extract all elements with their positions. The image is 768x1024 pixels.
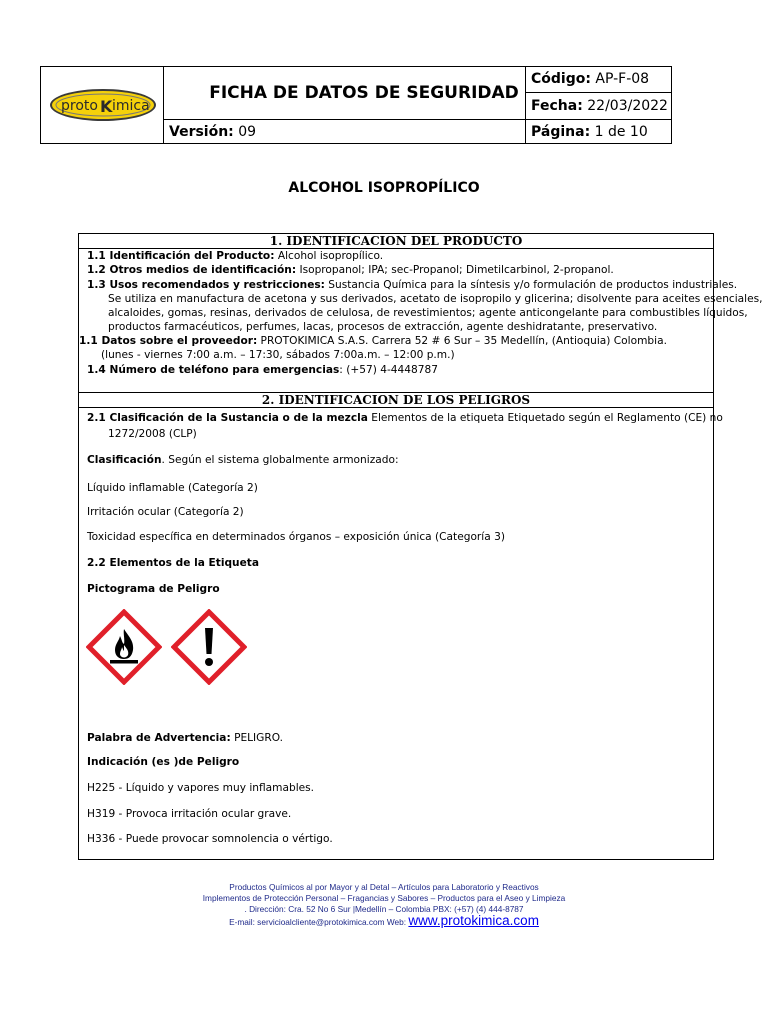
section-1-heading: 1. IDENTIFICACION DEL PRODUCTO [79, 234, 713, 249]
section-2-heading: 2. IDENTIFICACION DE LOS PELIGROS [79, 392, 713, 408]
usos-label: 1.3 Usos recomendados y restricciones: [87, 279, 325, 291]
codigo-cell [531, 71, 649, 87]
protokimica-logo [49, 88, 157, 122]
palabra-advertencia-line [87, 732, 283, 744]
usos-text: Sustancia Química para la síntesis y/o formulación de productos industriales. [324, 279, 738, 291]
sheet-title: FICHA DE DATOS DE SEGURIDAD [209, 83, 519, 103]
flame-pictogram-icon [86, 609, 162, 685]
exclamation-pictogram-icon [171, 609, 247, 685]
proveedor-text: PROTOKIMICA S.A.S. Carrera 52 # 6 Sur – 35 Medellín, (Antioquia) Colombia. [257, 335, 667, 347]
usos-line-2: Se utiliza en manufactura de acetona y sus derivados, acetato de isopropilo y glicerina; disolvente para aceites esenciales, [108, 293, 763, 305]
clasificacion-line [87, 454, 399, 466]
identificacion-label: 1.1 Identificación del Producto: [87, 250, 275, 262]
emergencia-text: : (+57) 4-4448787 [339, 364, 438, 376]
fecha-cell [531, 98, 668, 114]
pictograma-heading-text: Pictograma de Peligro [87, 583, 220, 595]
document-title: ALCOHOL ISOPROPÍLICO [288, 180, 480, 196]
usos-line-3: alcaloides, gomas, resinas, derivados de celulosa, de revestimientos; agente anticongelante para combustibles líquidos, [108, 307, 748, 319]
otros-medios-line [87, 264, 614, 277]
identificacion-line [87, 250, 383, 263]
elementos-heading [87, 557, 259, 569]
clasificacion-item: Líquido inflamable (Categoría 2) [87, 482, 258, 494]
codigo-value: AP-F-08 [595, 71, 650, 87]
indicacion-heading-text: Indicación (es )de Peligro [87, 756, 240, 768]
logo-text-proto: proto [61, 98, 98, 114]
proveedor-label: 1.1 Datos sobre el proveedor: [79, 335, 258, 347]
emergencia-label: 1.4 Número de teléfono para emergencias [87, 364, 340, 376]
pagina-value: 1 de 10 [594, 124, 648, 140]
clasificacion-sustancia-text: Elementos de la etiqueta Etiquetado según el Reglamento (CE) no [367, 412, 723, 424]
indicacion-heading [87, 756, 239, 768]
footer-line-1: Productos Químicos al por Mayor y al Detal – Artículos para Laboratorio y Reactivos [229, 882, 539, 892]
footer-line-3: . Dirección: Cra. 52 No 6 Sur |Medellín – Colombia PBX: (+57) (4) 444-8787 [244, 904, 524, 914]
usos-line [87, 279, 737, 292]
hazard-statement: H319 - Provoca irritación ocular grave. [87, 808, 292, 820]
clasificacion-text: . Según el sistema globalmente armonizado: [161, 454, 399, 466]
pictograma-heading [87, 583, 220, 595]
version-cell [169, 124, 256, 140]
website-link[interactable]: www.protokimica.com [408, 913, 539, 928]
hazard-statement: H336 - Puede provocar somnolencia o vértigo. [87, 833, 333, 845]
reglamento-line: 1272/2008 (CLP) [108, 428, 197, 440]
palabra-advertencia-text: PELIGRO. [230, 732, 284, 744]
content-box [78, 233, 763, 860]
clasificacion-item: Irritación ocular (Categoría 2) [87, 506, 244, 518]
otros-medios-text: Isopropanol; IPA; sec-Propanol; Dimetilcarbinol, 2-propanol. [296, 264, 614, 276]
clasificacion-label: Clasificación [87, 454, 162, 466]
footer-contact [0, 913, 768, 928]
horario-line: (lunes - viernes 7:00 a.m. – 17:30, sábados 7:00a.m. – 12:00 p.m.) [101, 349, 455, 361]
clasificacion-sustancia-label: 2.1 Clasificación de la Sustancia o de la mezcla [87, 412, 368, 424]
version-value: 09 [238, 124, 257, 140]
identificacion-text: Alcohol isopropílico. [274, 250, 384, 262]
fecha-value: 22/03/2022 [587, 98, 668, 114]
codigo-label: Código: [531, 71, 591, 87]
footer-line-2: Implementos de Protección Personal – Fragancias y Sabores – Productos para el Aseo y Limpieza [202, 893, 566, 903]
logo-text-k: K [100, 97, 113, 116]
proveedor-line [79, 335, 667, 348]
fecha-label: Fecha: [531, 98, 583, 114]
footer-email: E-mail: servicioalcliente@protokimica.com Web: [229, 917, 409, 927]
usos-line-4: productos farmacéuticos, perfumes, lacas, procesos de extracción, agente deshidratante, preservativo. [108, 321, 658, 333]
clasificacion-sustancia-line [87, 412, 723, 425]
logo-text-imica: imica [112, 98, 150, 114]
elementos-heading-text: 2.2 Elementos de la Etiqueta [87, 557, 259, 569]
version-label: Versión: [169, 124, 234, 140]
palabra-advertencia-label: Palabra de Advertencia: [87, 732, 231, 744]
pagina-label: Página: [531, 124, 591, 140]
hazard-statement: H225 - Líquido y vapores muy inflamables. [87, 782, 315, 794]
pagina-cell [531, 124, 648, 140]
otros-medios-label: 1.2 Otros medios de identificación: [87, 264, 297, 276]
header-table [40, 66, 672, 144]
clasificacion-item: Toxicidad específica en determinados órganos – exposición única (Categoría 3) [87, 531, 505, 543]
emergencia-line [87, 364, 438, 377]
